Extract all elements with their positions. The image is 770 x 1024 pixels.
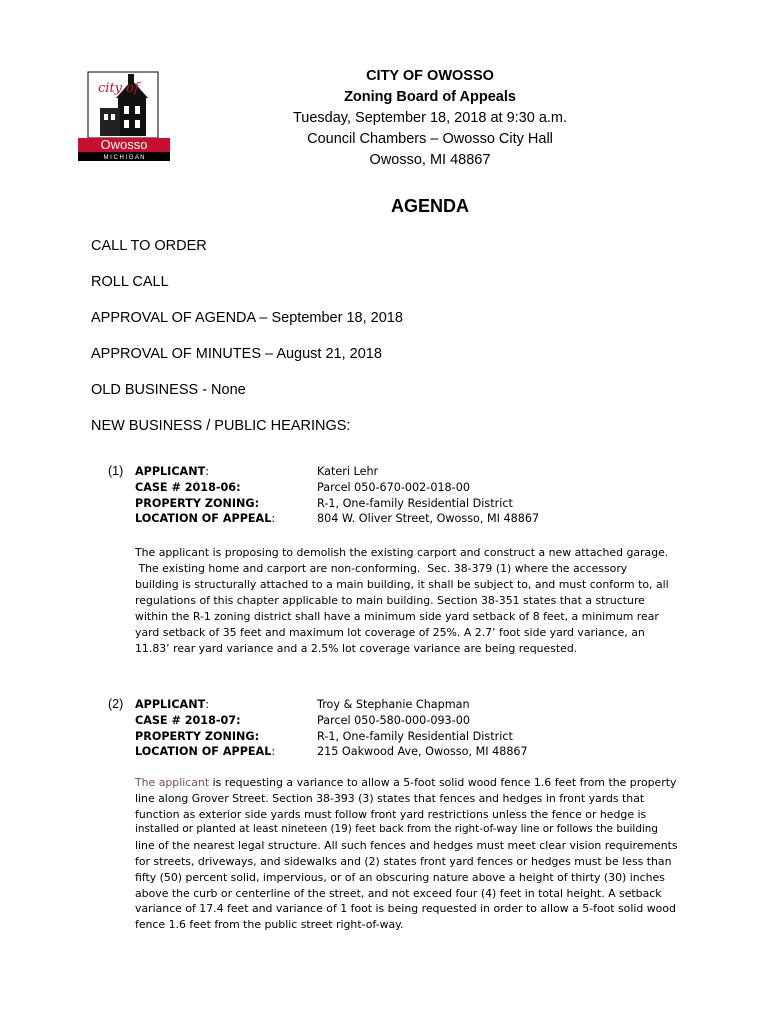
applicant-value: Kateri Lehr	[317, 465, 379, 478]
description-line: yard setback of 35 feet and maximum lot coverage of 25%. A 2.7’ foot side yard variance, an	[135, 626, 645, 639]
zoning-value: R-1, One-family Residential District	[317, 496, 513, 510]
description-line: is requesting a variance to allow a 5-foot solid wood fence 1.6 feet from the property	[209, 776, 677, 789]
section-approval-minutes: APPROVAL OF MINUTES – August 21, 2018	[91, 346, 382, 362]
case-label: CASE # 2018-06:	[135, 480, 241, 494]
agenda-title: AGENDA	[390, 196, 469, 216]
description-line: 11.83’ rear yard variance and a 2.5% lot coverage variance are being requested.	[135, 642, 578, 655]
case-label: CASE # 2018-07:	[135, 713, 241, 727]
description-line: building is structurally attached to a main building, it shall be subject to, and must conform to, all	[135, 578, 669, 591]
location-label: LOCATION OF APPEAL:	[135, 512, 276, 526]
item-number: (2)	[108, 697, 124, 711]
logo-name-text: Owosso	[100, 137, 148, 152]
meeting-header	[230, 66, 630, 171]
section-roll-call: ROLL CALL	[91, 274, 169, 290]
meeting-datetime: Tuesday, September 18, 2018 at 9:30 a.m.	[292, 110, 568, 126]
zoning-value: R-1, One-family Residential District	[317, 729, 513, 743]
logo-script-text: city of	[98, 81, 139, 96]
location-value: 215 Oakwood Ave, Owosso, MI 48867	[317, 745, 528, 759]
logo-state-text: M I C H I G A N	[103, 155, 145, 161]
item-number: (1)	[108, 464, 124, 478]
applicant-label: APPLICANT:	[135, 698, 209, 711]
meeting-address: Owosso, MI 48867	[369, 152, 491, 168]
item-1-description	[135, 545, 687, 657]
city-name: CITY OF OWOSSO	[366, 68, 494, 84]
description-line: fifty (50) percent solid, impervious, or of an obscuring nature above a height of thirty (30) inches	[135, 870, 665, 884]
description-line: within the R-1 zoning district shall have a minimum side yard setback of 8 feet, a minimum rear	[135, 610, 659, 623]
description-line: for streets, driveways, and sidewalks and (2) states front yard fences or hedges must be less than	[135, 854, 672, 868]
description-line: variance of 17.4 feet and variance of 1 foot is being requested in order to allow a 5-foot solid wood	[135, 902, 676, 916]
section-new-business: NEW BUSINESS / PUBLIC HEARINGS:	[91, 418, 351, 434]
section-old-business: OLD BUSINESS - None	[91, 382, 246, 398]
description-line: fence 1.6 feet from the public street right-of-way.	[135, 918, 404, 932]
zoning-label: PROPERTY ZONING:	[135, 496, 260, 510]
applicant-label: APPLICANT:	[135, 465, 209, 478]
section-approval-agenda: APPROVAL OF AGENDA – September 18, 2018	[91, 310, 403, 326]
location-label: LOCATION OF APPEAL:	[135, 745, 276, 759]
description-line: The applicant is proposing to demolish the existing carport and construct a new attached garage.	[135, 546, 669, 559]
description-line: above the curb or centerline of the street, and not exceed four (4) feet in total height. A setback	[135, 886, 662, 900]
case-value: Parcel 050-670-002-018-00	[317, 480, 470, 494]
description-line: installed or planted at least nineteen (19) feet back from the right-of-way line or follows the building	[135, 823, 658, 836]
section-call-to-order: CALL TO ORDER	[91, 238, 207, 254]
zoning-label: PROPERTY ZONING:	[135, 729, 260, 743]
meeting-location: Council Chambers – Owosso City Hall	[307, 131, 553, 147]
board-name: Zoning Board of Appeals	[344, 89, 516, 105]
description-line: line of the nearest legal structure. All such fences and hedges must meet clear vision requirements	[135, 839, 678, 853]
case-value: Parcel 050-580-000-093-00	[317, 713, 470, 727]
city-seal-icon	[78, 66, 170, 166]
applicant-value: Troy & Stephanie Chapman	[317, 698, 470, 711]
location-value: 804 W. Oliver Street, Owosso, MI 48867	[317, 512, 540, 526]
description-line: regulations of this chapter applicable to main building. Section 38-351 states that a structure	[135, 594, 645, 607]
description-line: The existing home and carport are non-conforming. Sec. 38-379 (1) where the accessory	[135, 562, 628, 575]
city-logo	[78, 66, 170, 166]
description-leadin: The applicant	[135, 776, 210, 789]
item-2-description	[135, 775, 681, 933]
description-line: line along Grover Street. Section 38-393 (3) states that fences and hedges in front yards that	[135, 791, 645, 805]
description-line: function as exterior side yards must follow front yard restrictions unless the fence or hedge is	[135, 807, 647, 821]
